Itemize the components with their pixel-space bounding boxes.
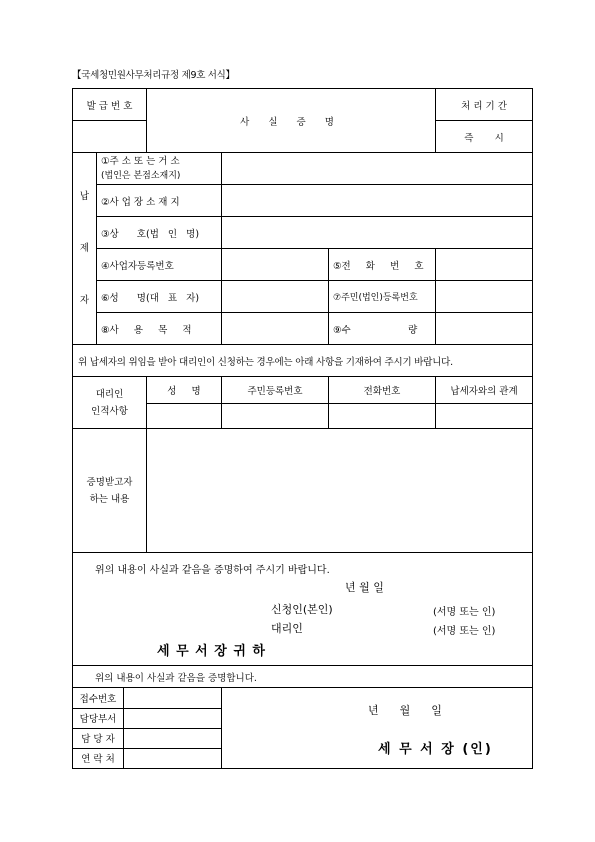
agent-col-phone: 전화번호 (329, 377, 436, 404)
certify-sentence: 위의 내용이 사실과 같음을 증명합니다. (73, 666, 533, 688)
contact-field[interactable] (124, 748, 222, 768)
name-label: ⑥성 명(대 표 자) (97, 281, 222, 313)
agent-sign: (서명 또는 인) (433, 626, 496, 637)
form-title: 사 실 증 명 (147, 89, 436, 153)
agent-col-name: 성 명 (147, 377, 222, 404)
agent-phone-field[interactable] (329, 404, 436, 429)
agent-label: 대리인 인적사항 (73, 377, 147, 429)
quantity-label: ⑨수 량 (329, 313, 436, 345)
biz-reg-no-label: ④사업자등록번호 (97, 249, 222, 281)
biz-reg-no-field[interactable] (222, 249, 329, 281)
agent-name-field[interactable] (147, 404, 222, 429)
processing-period-label: 처 리 기 간 (436, 89, 533, 121)
agent-resident-field[interactable] (222, 404, 329, 429)
agent-col-relation: 납세자와의 관계 (436, 377, 533, 404)
certify-date: 년 월 일 (368, 704, 442, 717)
phone-field[interactable] (436, 249, 533, 281)
biz-location-label: ②사 업 장 소 재 지 (97, 185, 222, 217)
processing-period-value: 즉 시 (436, 121, 533, 153)
contact-label: 연 락 처 (73, 748, 124, 768)
phone-label: ⑤전 화 번 호 (329, 249, 436, 281)
address-field[interactable] (222, 153, 533, 185)
officer-field[interactable] (124, 728, 222, 748)
agent-col-resident: 주민등록번호 (222, 377, 329, 404)
issuer-box (222, 688, 533, 769)
resident-no-label: ⑦주민(법인)등록번호 (329, 281, 436, 313)
taxpayer-label: 납 제 자 (73, 153, 97, 345)
resident-no-field[interactable] (436, 281, 533, 313)
quantity-field[interactable] (436, 313, 533, 345)
receipt-box (73, 688, 222, 769)
biz-location-field[interactable] (222, 185, 533, 217)
request-addressee: 세 무 서 장 귀 하 (157, 644, 266, 659)
address-label: ①주 소 또 는 거 소 (법인은 본점소재지) (97, 153, 222, 185)
trade-name-field[interactable] (222, 217, 533, 249)
certificate-form (72, 88, 533, 769)
agent-sign-label: 대리인 (271, 622, 303, 635)
purpose-field[interactable] (222, 313, 329, 345)
receipt-no-label: 접수번호 (73, 688, 124, 708)
request-date: 년 월 일 (345, 581, 384, 594)
name-field[interactable] (222, 281, 329, 313)
applicant-label: 신청인(본인) (271, 603, 333, 616)
applicant-sign: (서명 또는 인) (433, 607, 496, 618)
form-number-note: 【국세청민원사무처리규정 제9호 서식】 (72, 70, 235, 81)
agent-relation-field[interactable] (436, 404, 533, 429)
issuer-name: 세 무 서 장 (인) (378, 742, 493, 757)
officer-label: 담 당 자 (73, 728, 124, 748)
content-field[interactable] (147, 429, 533, 553)
request-sentence: 위의 내용이 사실과 같음을 증명하여 주시기 바랍니다. (95, 565, 330, 576)
delegation-notice: 위 납세자의 위임을 받아 대리인이 신청하는 경우에는 아래 사항을 기재하여 주시기 바랍니다. (73, 345, 533, 377)
issue-number-field[interactable] (73, 121, 147, 153)
trade-name-label: ③상 호(법 인 명) (97, 217, 222, 249)
purpose-label: ⑧사 용 목 적 (97, 313, 222, 345)
content-label: 증명받고자 하는 내용 (73, 429, 147, 553)
dept-label: 담당부서 (73, 708, 124, 728)
receipt-no-field[interactable] (124, 688, 222, 708)
issue-number-label: 발 급 번 호 (73, 89, 147, 121)
dept-field[interactable] (124, 708, 222, 728)
request-section (73, 553, 533, 666)
